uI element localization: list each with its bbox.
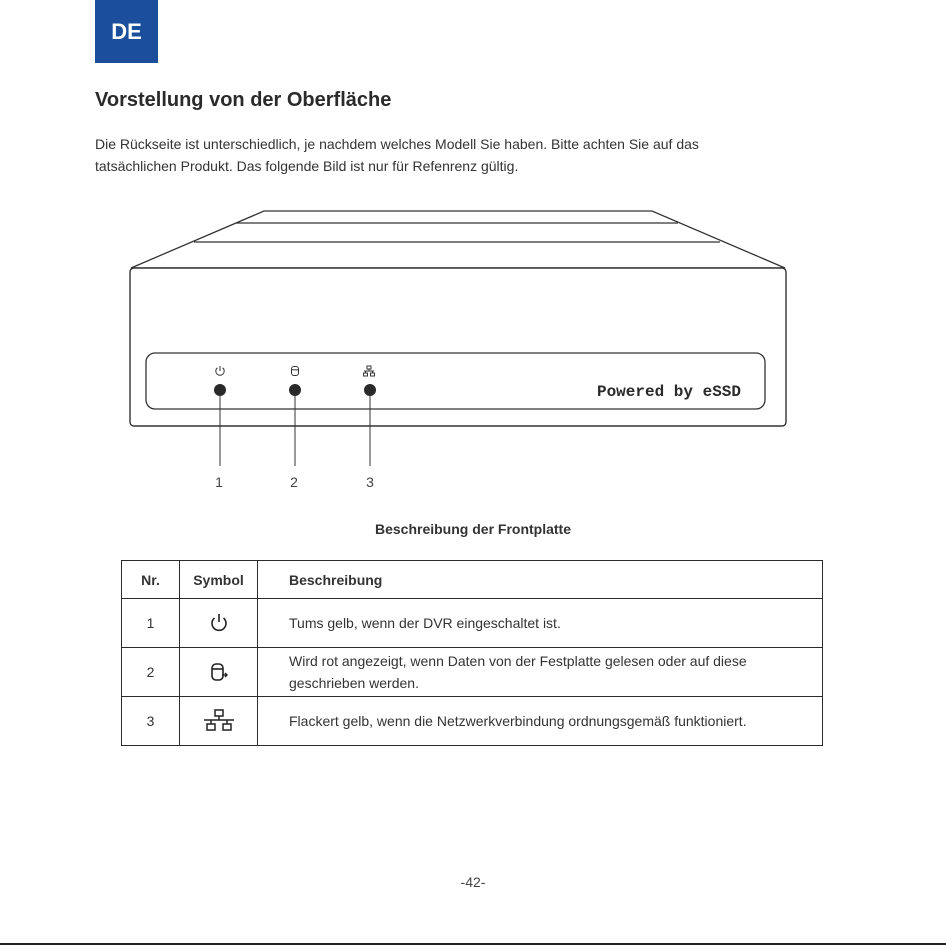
row-number: 1	[122, 599, 180, 648]
callout-number-2: 2	[290, 474, 298, 490]
front-panel-table	[121, 560, 823, 746]
intro-line-1: Die Rückseite ist unterschiedlich, je nachdem welches Modell Sie haben. Bitte achten Sie auf das	[95, 136, 699, 152]
power-led	[214, 384, 226, 396]
row-symbol	[180, 697, 258, 746]
hdd-icon	[207, 660, 231, 684]
table-caption: Beschreibung der Frontplatte	[374, 521, 572, 537]
table-row	[122, 648, 823, 697]
row-number: 2	[122, 648, 180, 697]
network-icon	[202, 708, 236, 734]
power-icon	[207, 611, 231, 635]
row-description: Flackert gelb, wenn die Netzwerkverbindung ordnungsgemäß funktioniert.	[258, 697, 823, 746]
row-description	[258, 648, 823, 697]
network-led	[364, 384, 376, 396]
page-title: Vorstellung von der Oberfläche	[95, 89, 392, 111]
row-description-line-1: Wird rot angezeigt, wenn Daten von der Festplatte gelesen oder auf diese	[289, 653, 747, 669]
intro-line-2: tatsächlichen Produkt. Das folgende Bild ist nur für Refenrenz gültig.	[95, 158, 519, 174]
row-description: Tums gelb, wenn der DVR eingeschaltet ist.	[258, 599, 823, 648]
device-brand-text: Powered by eSSD	[596, 383, 741, 401]
language-badge: DE	[95, 0, 158, 63]
header-description: Beschreibung	[258, 561, 823, 599]
device-top-panel	[131, 211, 785, 268]
row-description-line-2: geschrieben werden.	[289, 675, 419, 691]
row-number: 3	[122, 697, 180, 746]
table-row	[122, 599, 823, 648]
table-row	[122, 697, 823, 746]
page-number: -42-	[460, 874, 486, 890]
table-header-row	[122, 561, 823, 599]
header-symbol: Symbol	[180, 561, 258, 599]
callout-number-1: 1	[215, 474, 223, 490]
header-nr: Nr.	[122, 561, 180, 599]
hdd-led	[289, 384, 301, 396]
footer-rule	[0, 943, 946, 945]
callout-number-3: 3	[366, 474, 374, 490]
row-symbol	[180, 599, 258, 648]
row-symbol	[180, 648, 258, 697]
